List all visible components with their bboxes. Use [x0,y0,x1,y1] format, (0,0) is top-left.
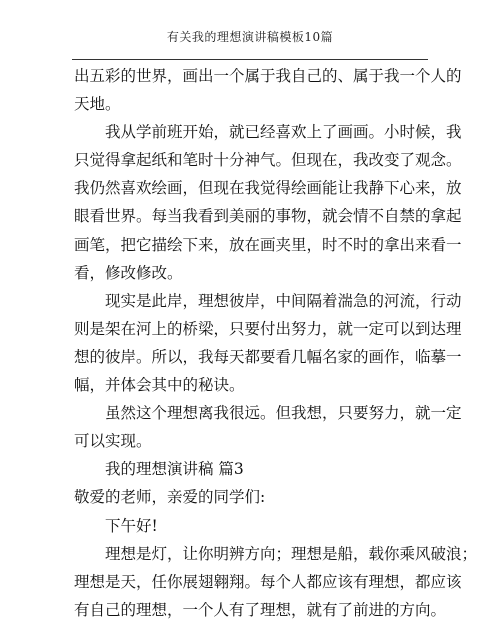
text-line: 理想是天，任你展翅翱翔。每个人都应该有理想，都应该 [74,572,462,591]
text-line: 可以实现。 [74,432,152,451]
text-line: 画笔，把它描绘下来，放在画夹里，时不时的拿出来看一 [74,235,462,254]
text-line: 下午好! [105,516,158,535]
text-line: 眼看世界。每当我看到美丽的事物，就会情不自禁的拿起 [74,207,462,226]
text-line: 我的理想演讲稿 篇3 [105,460,244,479]
text-line: 有自己的理想，一个人有了理想，就有了前进的方向。 [74,600,447,619]
text-line: 只觉得拿起纸和笔时十分神气。但现在，我改变了观念。 [74,151,462,170]
text-line: 想的彼岸。所以，我每天都要看几幅名家的画作，临摹一 [74,347,462,366]
page-header-title: 有关我的理想演讲稿模板10篇 [166,30,334,44]
text-line: 现实是此岸，理想彼岸，中间隔着湍急的河流，行动 [105,291,462,310]
header-divider [72,59,428,60]
text-line: 则是架在河上的桥梁，只要付出努力，就一定可以到达理 [74,319,462,338]
text-line: 天地。 [74,95,121,114]
text-line: 幅，并体会其中的秘诀。 [74,376,245,395]
text-line: 我从学前班开始，就已经喜欢上了画画。小时候，我 [105,123,462,142]
text-line: 看，修改修改。 [74,263,183,282]
text-line: 理想是灯，让你明辨方向；理想是船，载你乘风破浪； [105,544,478,563]
text-line: 虽然这个理想离我很远。但我想，只要努力，就一定 [105,404,462,423]
document-body [74,62,478,624]
text-line: 我仍然喜欢绘画，但现在我觉得绘画能让我静下心来，放 [74,179,462,198]
text-line: 出五彩的世界，画出一个属于我自己的、属于我一个人的 [74,67,462,85]
text-line: 敬爱的老师，亲爱的同学们: [74,488,266,507]
